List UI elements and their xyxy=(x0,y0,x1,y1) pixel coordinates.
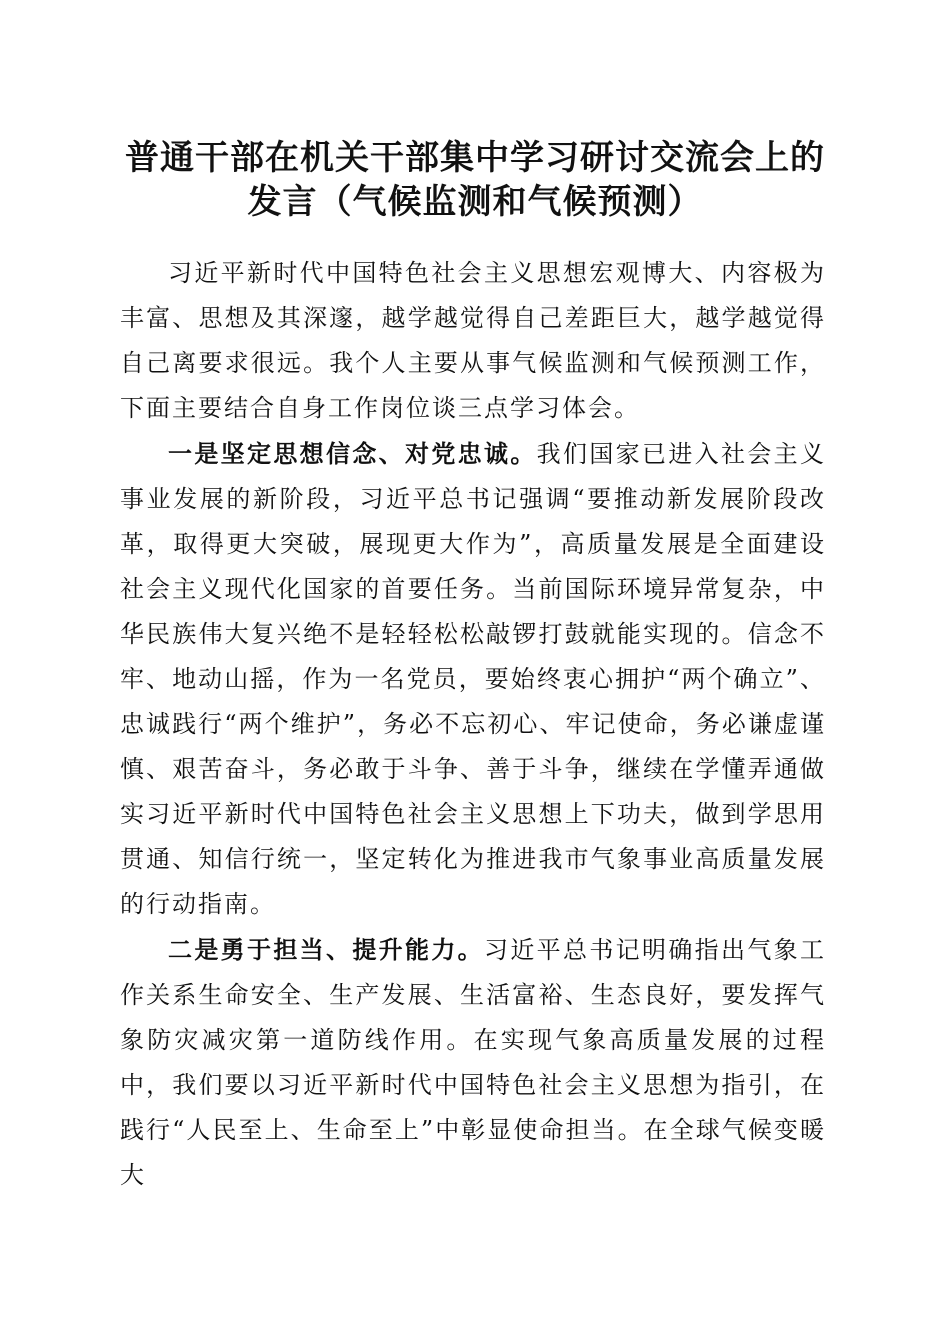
document-title xyxy=(100,136,850,224)
paragraph-text: 我们国家已进入社会主义事业发展的新阶段，习近平总书记强调“要推动新发展阶段改革，取得更大突破，展现更大作为”，高质量发展是全面建设社会主义现代化国家的首要任务。当前国际环境异常复杂，中华民族伟大复兴绝不是轻轻松松敲锣打鼓就能实现的。信念不牢、地动山摇，作为一名党员，要始终衷心拥护“两个确立”、忠诚践行“两个维护”，务必不忘初心、牢记使命，务必谦虚谨慎、艰苦奋斗，务必敢于斗争、善于斗争，继续在学懂弄通做实习近平新时代中国特色社会主义思想上下功夫，做到学思用贯通、知信行统一，坚定转化为推进我市气象事业高质量发展的行动指南。 xyxy=(120,440,827,918)
paragraph-intro xyxy=(120,250,826,431)
paragraph-lead: 二是勇于担当、提升能力。 xyxy=(168,935,484,964)
paragraph-text: 习近平新时代中国特色社会主义思想宏观博大、内容极为丰富、思想及其深邃，越学越觉得自己差距巨大，越学越觉得自己离要求很远。我个人主要从事气候监测和气候预测工作，下面主要结合自身工作岗位谈三点学习体会。 xyxy=(120,259,826,422)
title-line-2: 发言（气候监测和气候预测） xyxy=(247,182,703,222)
paragraph-text: 习近平总书记明确指出气象工作关系生命安全、生产发展、生活富裕、生态良好，要发挥气象防灾减灾第一道防线作用。在实现气象高质量发展的过程中，我们要以习近平新时代中国特色社会主义思想为指引，在践行“人民至上、生命至上”中彰显使命担当。在全球气候变暖大 xyxy=(120,936,826,1189)
document-body xyxy=(120,250,826,1198)
paragraph-point-two xyxy=(120,927,826,1198)
title-line-1: 普通干部在机关干部集中学习研讨交流会上的 xyxy=(125,138,825,178)
paragraph-point-one xyxy=(120,431,826,927)
paragraph-lead: 一是坚定思想信念、对党忠诚。 xyxy=(168,439,537,468)
